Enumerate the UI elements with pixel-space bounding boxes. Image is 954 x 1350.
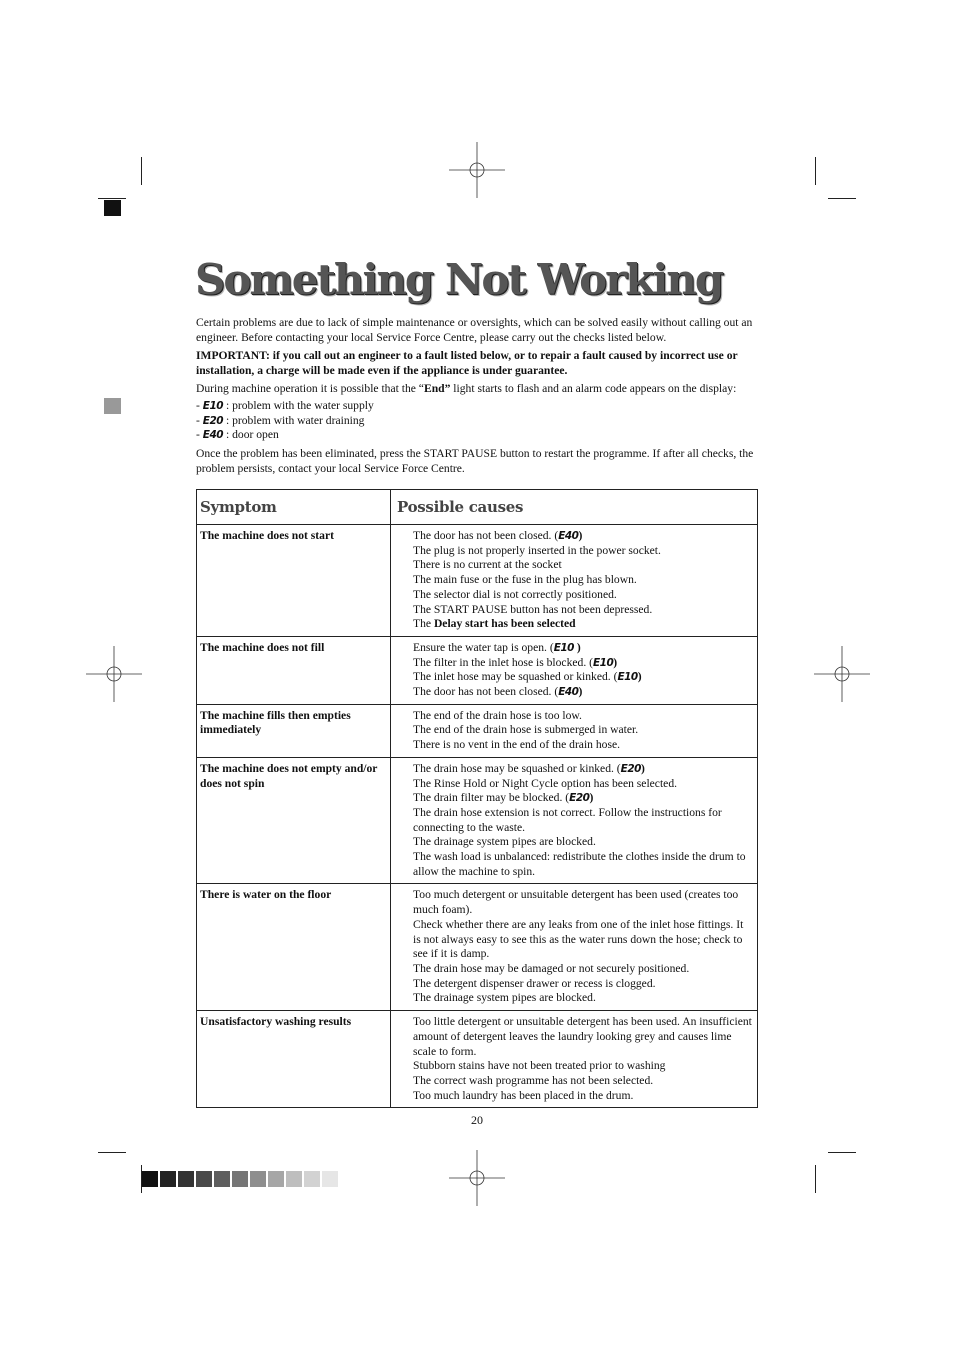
- alarm-code: E10: [592, 656, 614, 669]
- registration-mark-icon: [449, 1150, 505, 1206]
- cause-item: The end of the drain hose is too low.: [413, 708, 582, 722]
- crop-mark: [141, 157, 142, 185]
- cause-item: The door has not been closed. (E40): [413, 685, 583, 699]
- symptom-cell: There is water on the floor: [197, 884, 391, 1011]
- registration-mark-icon: [449, 142, 505, 198]
- color-swatch: [142, 1171, 158, 1187]
- alarm-code: E10: [617, 671, 638, 684]
- causes-cell: [391, 884, 758, 1011]
- color-swatch: [268, 1171, 284, 1187]
- alarm-code: E20: [202, 414, 224, 427]
- color-swatch: [286, 1171, 302, 1187]
- cause-item: Ensure the water tap is open. (E10 ): [413, 640, 581, 654]
- table-row: [197, 636, 758, 704]
- cause-item: The drainage system pipes are blocked.: [413, 835, 596, 849]
- cause-item: The plug is not properly inserted in the power socket.: [413, 543, 661, 557]
- color-swatch: [250, 1171, 266, 1187]
- cause-item: The selector dial is not correctly positioned.: [413, 587, 617, 601]
- causes-cell: [391, 1011, 758, 1108]
- symptom-cell: The machine does not empty and/or does not spin: [197, 757, 391, 884]
- table-row: [197, 1011, 758, 1108]
- cause-item: The drain hose may be damaged or not securely positioned.: [413, 961, 690, 975]
- cause-item: Too much laundry has been placed in the drum.: [413, 1088, 634, 1102]
- page-title: Something Not Working: [195, 255, 723, 304]
- symptom-cell: The machine does not fill: [197, 636, 391, 704]
- symptom-cell: The machine does not start: [197, 525, 391, 637]
- crop-mark: [815, 157, 816, 185]
- intro-section: [196, 315, 756, 479]
- cause-item: Check whether there are any leaks from one of the inlet hose fittings. It is not always easy to see this as the water runs down the hose; check to see if it is damp.: [413, 917, 744, 961]
- alarm-code: E10: [202, 400, 224, 412]
- alarm-code-item: - E10 : problem with the water supply: [196, 399, 374, 412]
- alarm-code: E40: [558, 530, 579, 542]
- alarm-code: E40: [558, 686, 579, 699]
- table-header-row: [197, 490, 758, 525]
- crop-mark: [815, 1165, 816, 1193]
- important-notice: IMPORTANT: if you call out an engineer to a fault listed below, or to repair a fault caused by incorrect use or installation, a charge will be made even if the appliance is under guarantee.: [196, 349, 738, 377]
- cause-item: The Delay start has been selected: [413, 617, 576, 631]
- causes-cell: [391, 757, 758, 884]
- table-row: [197, 757, 758, 884]
- alarm-paragraph: During machine operation it is possible that the “End” light starts to flash and an alarm code appears on the display:: [196, 382, 737, 395]
- alarm-code: E10: [553, 641, 574, 654]
- color-swatch: [322, 1171, 338, 1187]
- cause-item: The START PAUSE button has not been depressed.: [413, 602, 653, 616]
- alarm-code-item: - E40 : door open: [196, 428, 279, 442]
- cause-item: The end of the drain hose is submerged in water.: [413, 723, 639, 737]
- table-row: [197, 525, 758, 637]
- alarm-code: E20: [569, 792, 590, 805]
- color-swatch: [232, 1171, 248, 1187]
- color-swatch: [214, 1171, 230, 1187]
- cause-item: Too much detergent or unsuitable detergent has been used (creates too much foam).: [413, 888, 739, 917]
- page-number: 20: [471, 1113, 483, 1127]
- cause-item: The drainage system pipes are blocked.: [413, 991, 596, 1005]
- registration-mark-icon: [814, 646, 870, 702]
- causes-cell: [391, 704, 758, 757]
- color-swatch: [178, 1171, 194, 1187]
- crop-mark: [828, 198, 856, 199]
- causes-cell: [391, 525, 758, 637]
- intro-paragraph: Certain problems are due to lack of simple maintenance or oversights, which can be solved easily without calling out an engineer. Before contacting your local Service Force Centre, please carry out the checks listed below.: [196, 316, 753, 344]
- cause-item: The detergent dispenser drawer or recess is clogged.: [413, 976, 656, 990]
- restart-paragraph: Once the problem has been eliminated, press the START PAUSE button to restart the programme. If after all checks, the problem persists, contact your local Service Force Centre.: [196, 446, 754, 475]
- alarm-code-item: - E20 : problem with water draining: [196, 413, 365, 427]
- crop-mark: [828, 1152, 856, 1153]
- color-swatch: [304, 1171, 320, 1187]
- crop-mark: [98, 1152, 126, 1153]
- color-swatch: [196, 1171, 212, 1187]
- alarm-code: E20: [620, 762, 641, 775]
- cause-item: The inlet hose may be squashed or kinked. (E10): [413, 670, 642, 684]
- cause-item: The filter in the inlet hose is blocked. (E10): [413, 655, 618, 669]
- cause-item: Too little detergent or unsuitable detergent has been used. An insufficient amount of detergent leaves the laundry looking grey and causes lime scale to form.: [413, 1015, 752, 1058]
- alarm-code-list: [196, 399, 756, 443]
- alarm-code: E40: [202, 429, 224, 442]
- table-row: [197, 704, 758, 757]
- symptom-header: Symptom: [197, 490, 391, 525]
- cause-item: There is no vent in the end of the drain hose.: [413, 738, 621, 752]
- grey-square-mark: [104, 398, 121, 414]
- cause-item: The main fuse or the fuse in the plug has blown.: [413, 573, 637, 587]
- cause-item: The wash load is unbalanced: redistribute the clothes inside the drum to allow the machine to spin.: [413, 850, 746, 878]
- crop-mark: [98, 198, 126, 199]
- cause-item: The drain hose extension is not correct. Follow the instructions for connecting to the waste.: [413, 805, 722, 834]
- registration-mark-icon: [86, 646, 142, 702]
- troubleshooting-table: [196, 489, 758, 1108]
- cause-item: The correct wash programme has not been selected.: [413, 1073, 654, 1087]
- color-swatch: [160, 1171, 176, 1187]
- cause-item: Stubborn stains have not been treated prior to washing: [413, 1059, 666, 1073]
- symptom-cell: Unsatisfactory washing results: [197, 1011, 391, 1108]
- causes-header: Possible causes: [391, 490, 758, 525]
- cause-item: The Rinse Hold or Night Cycle option has been selected.: [413, 776, 678, 790]
- cause-item: The drain filter may be blocked. (E20): [413, 791, 594, 805]
- cause-item: The drain hose may be squashed or kinked. (E20): [413, 761, 645, 775]
- symptom-cell: The machine fills then empties immediately: [197, 704, 391, 757]
- table-row: [197, 884, 758, 1011]
- black-square-mark: [104, 200, 121, 216]
- causes-cell: [391, 636, 758, 704]
- cause-item: There is no current at the socket: [413, 558, 562, 572]
- cause-item: The door has not been closed. (E40): [413, 529, 583, 542]
